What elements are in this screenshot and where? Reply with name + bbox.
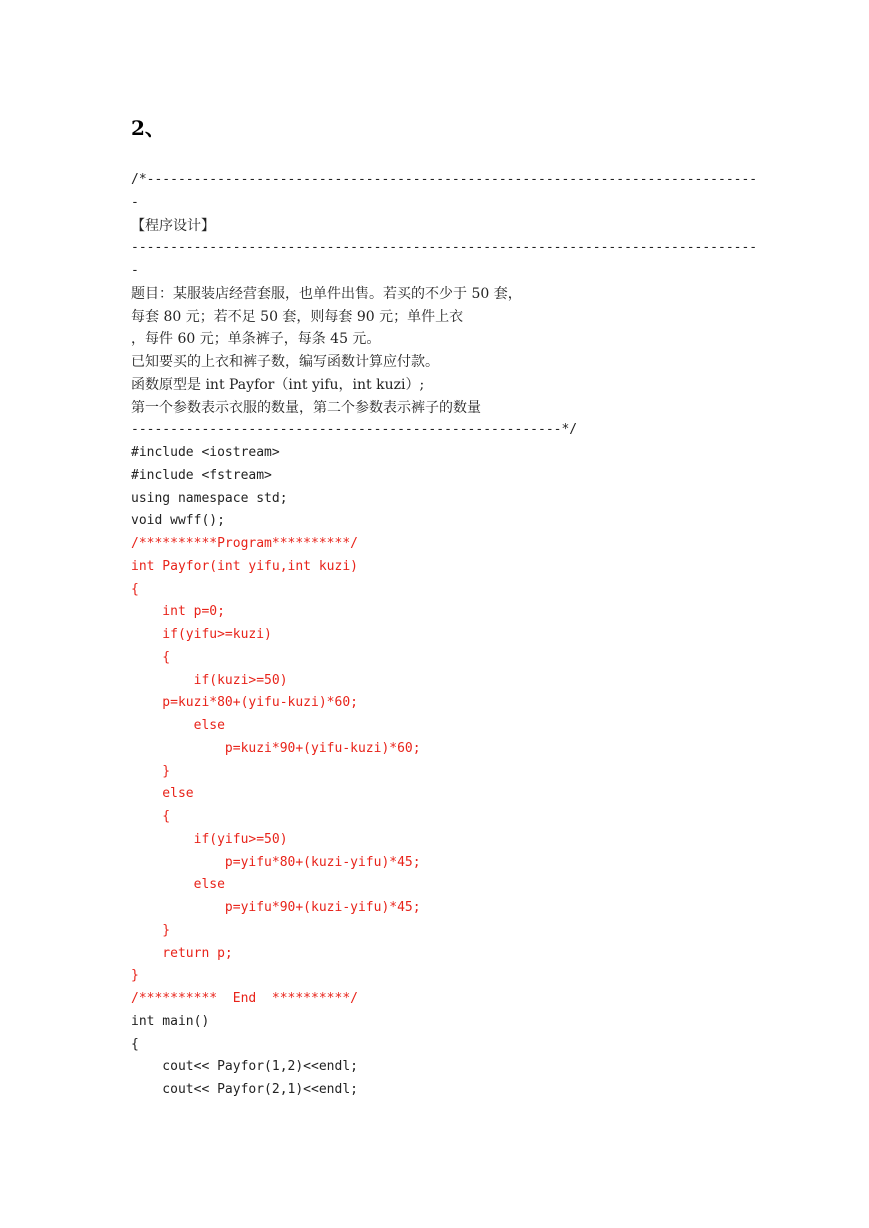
- code-line: 题目：某服装店经营套服，也单件出售。若买的不少于 50 套，: [131, 285, 522, 302]
- code-line: return p;: [131, 945, 233, 961]
- code-line: }: [131, 968, 139, 984]
- code-line: 每套 80 元；若不足 50 套，则每套 90 元；单件上衣: [131, 308, 464, 325]
- code-line: {: [131, 649, 171, 665]
- code-line: if(kuzi>=50): [131, 672, 288, 688]
- code-line: p=yifu*80+(kuzi-yifu)*45;: [131, 854, 421, 870]
- code-line: 已知要买的上衣和裤子数，编写函数计算应付款。: [131, 354, 439, 370]
- code-line: {: [131, 581, 139, 597]
- code-line: if(yifu>=kuzi): [131, 627, 272, 642]
- code-line: int Payfor(int yifu,int kuzi): [131, 558, 358, 574]
- code-line: #include <iostream>: [131, 445, 280, 460]
- code-line: -: [131, 263, 139, 278]
- code-line: {: [131, 1036, 139, 1052]
- code-line: else: [131, 877, 225, 893]
- code-line: else: [131, 718, 225, 733]
- code-line: /**********Program**********/: [131, 536, 358, 551]
- code-line: ，每件 60 元；单条裤子，每条 45 元。: [131, 331, 381, 348]
- code-line: {: [131, 809, 171, 824]
- code-line: /********** End **********/: [131, 991, 358, 1006]
- code-line: void wwff();: [131, 513, 225, 529]
- code-line: cout<< Payfor(1,2)<<endl;: [131, 1059, 358, 1075]
- code-line: -: [131, 194, 139, 210]
- code-line: using namespace std;: [131, 490, 288, 506]
- code-line: p=yifu*90+(kuzi-yifu)*45;: [131, 900, 421, 915]
- code-line: --------------------------------------------------------------------------------: [131, 240, 758, 256]
- code-listing: [131, 169, 758, 1102]
- code-line: }: [131, 763, 171, 779]
- code-line: /*------------------------------------------------------------------------------: [131, 172, 758, 187]
- code-line: #include <fstream>: [131, 467, 272, 483]
- code-line: if(yifu>=50): [131, 831, 288, 847]
- code-line: int main(): [131, 1013, 210, 1029]
- code-line: int p=0;: [131, 604, 225, 620]
- code-line: 第一个参数表示衣服的数量，第二个参数表示裤子的数量: [131, 399, 481, 416]
- code-line: 【程序设计】: [131, 217, 215, 234]
- code-line: -------------------------------------------------------*/: [131, 422, 578, 438]
- code-line: p=kuzi*90+(yifu-kuzi)*60;: [131, 740, 421, 756]
- code-line: 函数原型是 int Payfor（int yifu，int kuzi）;: [131, 376, 425, 393]
- code-line: cout<< Payfor(2,1)<<endl;: [131, 1082, 358, 1097]
- section-number: 2、: [131, 116, 165, 140]
- code-line: p=kuzi*80+(yifu-kuzi)*60;: [131, 695, 358, 711]
- code-line: }: [131, 922, 171, 938]
- code-line: else: [131, 786, 194, 802]
